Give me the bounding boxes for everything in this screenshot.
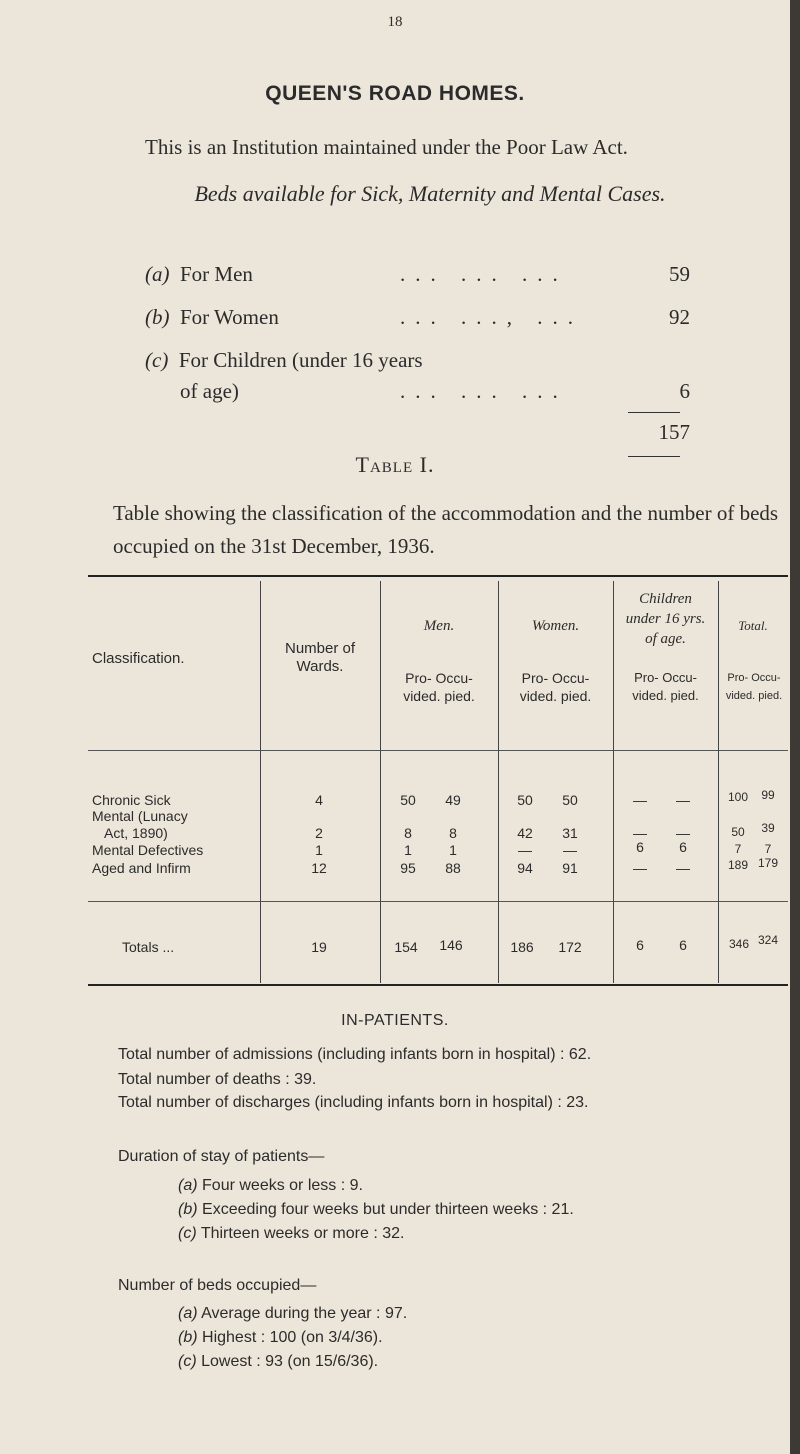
- row-label: Aged and Infirm: [92, 860, 191, 876]
- totals-label: Totals ...: [122, 939, 175, 955]
- subheader-line: vided. pied.: [632, 688, 699, 703]
- cell-total-provided: 50: [731, 825, 745, 839]
- cell-men-provided: 50: [400, 792, 416, 808]
- cell-total-occupied: 179: [757, 856, 779, 870]
- cell-men-provided: 8: [404, 825, 412, 841]
- body-rule: [88, 901, 788, 902]
- header-rule: [88, 750, 788, 751]
- item-text: Thirteen weeks or more : 32.: [200, 1225, 405, 1242]
- admissions-line: Total number of admissions (including infants born in hospital) : 62.: [118, 1046, 592, 1063]
- cell-total-occupied: 7: [764, 842, 772, 856]
- item-text: Exceeding four weeks but under thirteen weeks : 21.: [202, 1201, 574, 1218]
- header-wards: Number of Wards.: [284, 640, 356, 675]
- total-children-provided: 6: [636, 937, 644, 953]
- page-title: QUEEN'S ROAD HOMES.: [265, 82, 525, 105]
- header-women: Women.: [531, 618, 580, 634]
- header-children-line: of age.: [645, 631, 686, 647]
- beds-occupied-item: [178, 1329, 383, 1347]
- cell-women-provided: 50: [517, 792, 533, 808]
- cell-women-occupied: 91: [562, 860, 578, 876]
- cell-men-provided: 95: [400, 860, 416, 876]
- subheader-line: Pro- Occu-: [521, 670, 590, 686]
- cell-children-occupied: 6: [679, 839, 687, 855]
- cell-women-occupied: —: [563, 842, 577, 858]
- header-children-line: under 16 yrs.: [625, 611, 706, 627]
- item-key: (c): [178, 1353, 197, 1370]
- cell-men-occupied: 49: [445, 792, 461, 808]
- table-description: Table showing the classification of the accommodation and the number of beds occupied on the 31st December, 1936.: [113, 501, 779, 558]
- cell-total-provided: 189: [727, 858, 749, 872]
- cell-men-occupied: 88: [445, 860, 461, 876]
- row-label: Chronic Sick: [92, 792, 171, 808]
- total-children-occupied: 6: [679, 937, 687, 953]
- page-edge-shadow: [790, 0, 800, 1454]
- cell-women-occupied: 31: [562, 825, 578, 841]
- cell-men-provided: 1: [404, 842, 412, 858]
- row-label-cont: Act, 1890): [104, 825, 168, 841]
- cell-wards: 4: [315, 792, 323, 808]
- deaths-line: Total number of deaths : 39.: [118, 1071, 317, 1088]
- cell-women-occupied: 50: [562, 792, 578, 808]
- cell-men-occupied: 1: [449, 842, 457, 858]
- subheader-line: Pro- Occu-: [405, 670, 473, 686]
- subheader-women: [498, 669, 613, 705]
- sum-rule: [628, 412, 680, 413]
- cell-total-provided: 7: [734, 842, 742, 856]
- cell-women-provided: 42: [517, 825, 533, 841]
- inpatients-heading: IN-PATIENTS.: [341, 1012, 449, 1029]
- row-label: Mental Defectives: [92, 842, 204, 858]
- bed-label: For Children (under 16 years: [178, 348, 423, 372]
- duration-item: [178, 1225, 404, 1243]
- bed-total: 157: [658, 420, 690, 444]
- bed-leader-dots: ... ... ...: [400, 262, 568, 286]
- duration-heading: Duration of stay of patients—: [118, 1148, 325, 1165]
- item-text: Four weeks or less : 9.: [202, 1177, 363, 1194]
- item-key: (b): [178, 1201, 198, 1218]
- beds-occupied-item: [178, 1353, 378, 1371]
- page-number: 18: [387, 14, 403, 30]
- beds-heading: Beds available for Sick, Maternity and Mental Cases.: [194, 181, 666, 206]
- subheader-line: vided. pied.: [519, 688, 592, 704]
- subheader-line: vided. pied.: [403, 688, 475, 704]
- cell-women-provided: —: [518, 842, 532, 858]
- cell-wards: 2: [315, 825, 323, 841]
- cell-children-provided: —: [633, 860, 647, 876]
- col-divider: [498, 581, 499, 983]
- bed-key: (b): [145, 305, 170, 329]
- item-key: (a): [178, 1177, 198, 1194]
- cell-wards: 12: [311, 860, 327, 876]
- bed-value: 6: [679, 379, 690, 403]
- cell-children-provided: 6: [636, 839, 644, 855]
- duration-item: [178, 1177, 363, 1195]
- col-divider: [380, 581, 381, 983]
- total-men-occupied: 146: [439, 937, 463, 953]
- cell-children-provided: —: [633, 825, 647, 841]
- beds-occupied-item: [178, 1305, 407, 1323]
- cell-children-occupied: —: [676, 860, 690, 876]
- item-key: (c): [178, 1225, 197, 1242]
- subheader-men: [380, 669, 498, 705]
- cell-children-occupied: —: [676, 792, 690, 808]
- bed-leader-dots: ... ..., ...: [400, 305, 583, 329]
- accommodation-table: [88, 571, 790, 991]
- col-divider: [718, 581, 719, 983]
- cell-total-provided: 100: [727, 790, 749, 804]
- bed-leader-dots: ... ... ...: [400, 379, 568, 403]
- cell-total-occupied: 39: [761, 821, 775, 835]
- total-wards: 19: [311, 939, 327, 955]
- cell-children-occupied: —: [676, 825, 690, 841]
- table-title: Table I.: [355, 452, 435, 477]
- item-text: Highest : 100 (on 3/4/36).: [202, 1329, 383, 1346]
- bed-value: 59: [669, 262, 690, 286]
- col-divider: [260, 581, 261, 983]
- subheader-line: Pro- Occu-: [727, 672, 781, 684]
- cell-women-provided: 94: [517, 860, 533, 876]
- header-men: Men.: [423, 618, 455, 634]
- header-classification: Classification.: [92, 650, 185, 667]
- table-bottom-rule: [88, 984, 788, 986]
- subheader-line: Pro- Occu-: [634, 670, 697, 685]
- row-label: Mental (Lunacy: [92, 808, 188, 824]
- bed-label: For Men: [180, 262, 253, 286]
- total-total-provided: 346: [728, 937, 750, 951]
- cell-children-provided: —: [633, 792, 647, 808]
- discharges-line: Total number of discharges (including infants born in hospital) : 23.: [118, 1094, 589, 1111]
- bed-key: (c): [145, 348, 169, 372]
- table-top-rule: [88, 575, 788, 577]
- item-key: (b): [178, 1329, 198, 1346]
- intro-text: This is an Institution maintained under the Poor Law Act.: [145, 135, 628, 159]
- bed-label: of age): [180, 379, 239, 403]
- header-total: Total.: [738, 618, 768, 633]
- total-men-provided: 154: [394, 939, 418, 955]
- header-children: [613, 589, 718, 649]
- duration-item: [178, 1201, 574, 1219]
- total-women-occupied: 172: [558, 939, 582, 955]
- total-women-provided: 186: [510, 939, 534, 955]
- subheader-line: vided. pied.: [725, 690, 783, 702]
- subheader-total: [718, 669, 790, 705]
- item-text: Average during the year : 97.: [201, 1305, 408, 1322]
- item-key: (a): [178, 1305, 198, 1322]
- cell-total-occupied: 99: [761, 788, 775, 802]
- cell-men-occupied: 8: [449, 825, 457, 841]
- header-children-line: Children: [639, 591, 692, 607]
- bed-label: For Women: [180, 305, 279, 329]
- beds-occupied-heading: Number of beds occupied—: [118, 1277, 317, 1294]
- bed-key: (a): [145, 262, 170, 286]
- bed-value: 92: [669, 305, 690, 329]
- item-text: Lowest : 93 (on 15/6/36).: [201, 1353, 379, 1370]
- subheader-children: [613, 669, 718, 705]
- total-total-occupied: 324: [757, 933, 779, 947]
- cell-wards: 1: [315, 842, 323, 858]
